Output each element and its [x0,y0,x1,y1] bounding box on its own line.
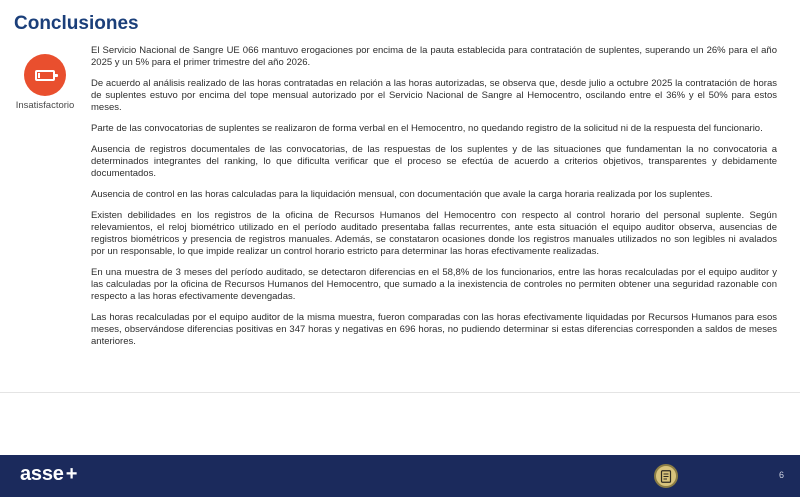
paragraph: De acuerdo al análisis realizado de las horas contratadas en relación a las horas autorizadas, se observa que, desde julio a octubre 2025 la contratación de horas de suplentes estuvo por encima del tope mensual autorizado por el Servicio Nacional de Sangre al Hemocentro, oscilando entre el 36% y el 50% para estos meses. [91,78,777,113]
conclusions-body [91,45,777,357]
status-circle [24,54,66,96]
paragraph: Existen debilidades en los registros de la oficina de Recursos Humanos del Hemocentro con respecto al control horario del personal suplente. Según relevamientos, el reloj biométrico utilizado en el período auditado presentaba fallas recurrentes, ante esta situación el equipo auditor observa, ausencias de registros biométricos y presencia de registros manuales. Además, se constataron ocasiones donde los registros manuales utilizados no son legibles ni avalados por un responsable, lo que impide realizar un control horario estricto para determinar las horas efectivamente realizadas. [91,210,777,257]
footer-bar [0,455,800,497]
asse-logo[interactable] [20,463,77,486]
paragraph: En una muestra de 3 meses del período auditado, se detectaron diferencias en el 58,8% de los funcionarios, entre las horas recalculadas por el equipo auditor y las calculadas por la oficina de Recursos Humanos del Hemocentro, que sumado a la inexistencia de controles no permiten obtener una seguridad razonable con respecto a las horas efectivamente devengadas. [91,267,777,302]
paragraph: Ausencia de control en las horas calculadas para la liquidación mensual, con documentación que avale la carga horaria realizada por los suplentes. [91,189,713,200]
page-title: Conclusiones [14,13,139,34]
page-number: 6 [778,470,784,480]
paragraph: Ausencia de registros documentales de las convocatorias, de las respuestas de los suplentes y de las situaciones que fundamentan la no convocatoria a determinados integrantes del ranking, lo que dificulta verificar que el proceso se efectúa de acuerdo a criterios objetivos, transparentes y debidamente documentados. [91,144,777,179]
paragraph: Las horas recalculadas por el equipo auditor de la misma muestra, fueron comparadas con las horas efectivamente liquidadas por Recursos Humanos para esos meses, observándose diferencias positivas en 347 horas y negativas en 696 horas, no pudiendo determinar si estas diferencias corresponden a saldos de meses anteriores. [91,312,777,347]
document-icon[interactable] [654,464,678,488]
status-label: Insatisfactorio [15,100,75,111]
status-indicator [8,54,82,111]
paragraph: Parte de las convocatorias de suplentes se realizaron de forma verbal en el Hemocentro, no quedando registro de la solicitud ni de la respuesta del funcionario. [91,123,763,134]
logo-plus: + [65,463,78,485]
battery-low-icon [35,70,55,81]
logo-text: asse [20,463,64,485]
paragraph: El Servicio Nacional de Sangre UE 066 mantuvo erogaciones por encima de la pauta establecida para contratación de suplentes, superando un 26% para el año 2025 y un 5% para el primer trimestre del año 2026. [91,45,777,68]
battery-level [38,73,40,78]
divider [0,392,800,393]
